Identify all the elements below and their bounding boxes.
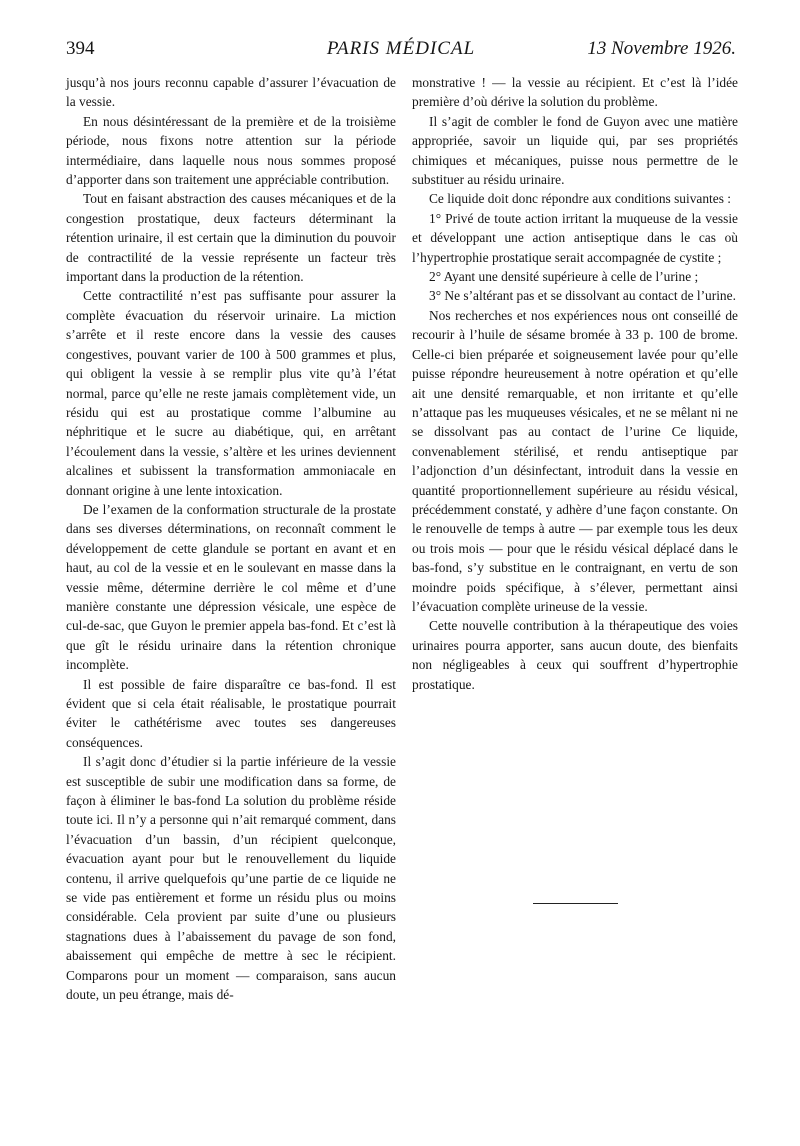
paragraph: jusqu’à nos jours reconnu capable d’assurer l’évacuation de la vessie.: [66, 75, 396, 110]
journal-title: PARIS MÉDICAL: [326, 38, 476, 59]
paragraph: En nous désintéressant de la première et de la troisième période, nous fixons notre attention sur la période intermédiaire, dans laquelle nous nous sommes proposé d’apporter dans son traitement une appréciable contribution.: [66, 113, 396, 188]
article-end-rule: [533, 903, 618, 904]
paragraph: Cette nouvelle contribution à la thérapeutique des voies urinaires pourra apporter, sans aucun doute, des bienfaits non négligeables à ceux qui souffrent d’hypertrophie prostatique.: [412, 618, 738, 692]
right-column: [412, 73, 738, 694]
paragraph: 2° Ayant une densité supérieure à celle de l’urine ;: [429, 269, 699, 285]
issue-date: 13 Novembre 1926.: [587, 38, 736, 59]
paragraph: 3° Ne s’altérant pas et se dissolvant au contact de l’urine.: [429, 288, 736, 304]
paragraph: Il est possible de faire disparaître ce bas-fond. Il est évident que si cela était réalisable, le prostatique pourrait éviter le cathétérisme avec toutes ses dangereuses conséquences.: [66, 676, 396, 750]
paragraph: Ce liquide doit donc répondre aux conditions suivantes :: [429, 191, 731, 207]
paragraph: 1° Privé de toute action irritant la muqueuse de la vessie et développant une action antiseptique dans le cas où l’hypertrophie prostatique serait accompagnée de cystite ;: [412, 210, 738, 265]
paragraph: Cette contractilité n’est pas suffisante pour assurer la complète évacuation du réservoir urinaire. La miction s’arrête et il reste encore dans la vessie des causes congestives, pouvant varier de 100 à 500 grammes et plus, qui obligent la vessie à se remplir plus vite qu’à l’état normal, parce qu’elle ne reste jamais complètement vide, un résidu qui est au prostatique comme l’albumine au néphritique et le sucre au diabétique, qui, en arrêtant l’écoulement dans la vessie, s’altère et les urines deviennent alcalines et subissent la transformation ammoniacale en donnant origine à une lente intoxication.: [66, 288, 396, 498]
page-number: 394: [66, 38, 95, 59]
paragraph: Nos recherches et nos expériences nous ont conseillé de recourir à l’huile de sésame bromée à 33 p. 100 de brome. Celle-ci bien préparée et soigneusement lavée pour qu’elle puisse répondre heureusement à notre opération et qu’elle ait une densité remarquable, et non irritante et qu’elle n’attaque pas les muqueuses vésicales, et ne se mêlant ni ne se dissolvant pas au contact de l’urine Ce liquide, convenablement stérilisé, et rendu antiseptique par l’adjonction d’un désinfectant, introduit dans la vessie en quantité proportionnellement supérieure au résidu vésical, précédemment constaté, y adhère d’une façon constante. On le renouvelle de temps à autre — par exemple tous les deux ou trois mois — pour que le résidu vésical déplacé dans le bas-fond, s’y substitue en le contraignant, en vertu de son moindre poids spécifique, à s’élever, permettant ainsi l’évacuation complète urineuse de la vessie.: [412, 307, 738, 614]
left-column: [66, 73, 396, 1005]
paragraph: monstrative ! — la vessie au récipient. Et c’est là l’idée première d’où dérive la solution du problème.: [412, 75, 738, 110]
paragraph: Tout en faisant abstraction des causes mécaniques et de la congestion prostatique, deux facteurs déterminant la rétention urinaire, il est certain que la diminution du pouvoir de contractilité de la vessie représente un facteur très important dans la production de la rétention.: [66, 191, 396, 285]
paragraph: Il s’agit de combler le fond de Guyon avec une matière appropriée, savoir un liquide qui, par ses propriétés chimiques et mécaniques, puisse nous permettre de le substituer au résidu urinaire.: [412, 113, 738, 188]
paragraph: Il s’agit donc d’étudier si la partie inférieure de la vessie est susceptible de subir une modification dans sa forme, de façon à éliminer le bas-fond La solution du problème réside toute ici. Il n’y a personne qui n’ait remarqué comment, dans l’évacuation d’un bassin, d’un récipient quelconque, évacuation ayant pour but le renouvellement du liquide contenu, il arrive quelquefois qu’une partie de ce liquide ne se vide pas entièrement et forme un résidu plus ou moins considérable. Cela provient par suite d’une ou plusieurs stagnations dues à l’abaissement du pavage de son fond, abaissement qui empêche de mettre à sec le récipient. Comparons pour un moment — comparaison, sans aucun doute, un peu étrange, mais dé-: [66, 754, 396, 1003]
paragraph: De l’examen de la conformation structurale de la prostate dans ses diverses déterminations, on reconnaît comment le développement de cette glandule se portant en avant et en haut, au col de la vessie et en le soulevant en masse dans la vessie même, détermine derrière le col même et d’une manière constante une dépression vésicale, une espèce de cul-de-sac, que Guyon le premier appela bas-fond. Et c’est là que gît le résidu urinaire dans la rétention chronique incomplète.: [66, 501, 396, 673]
page-header: [66, 38, 736, 66]
